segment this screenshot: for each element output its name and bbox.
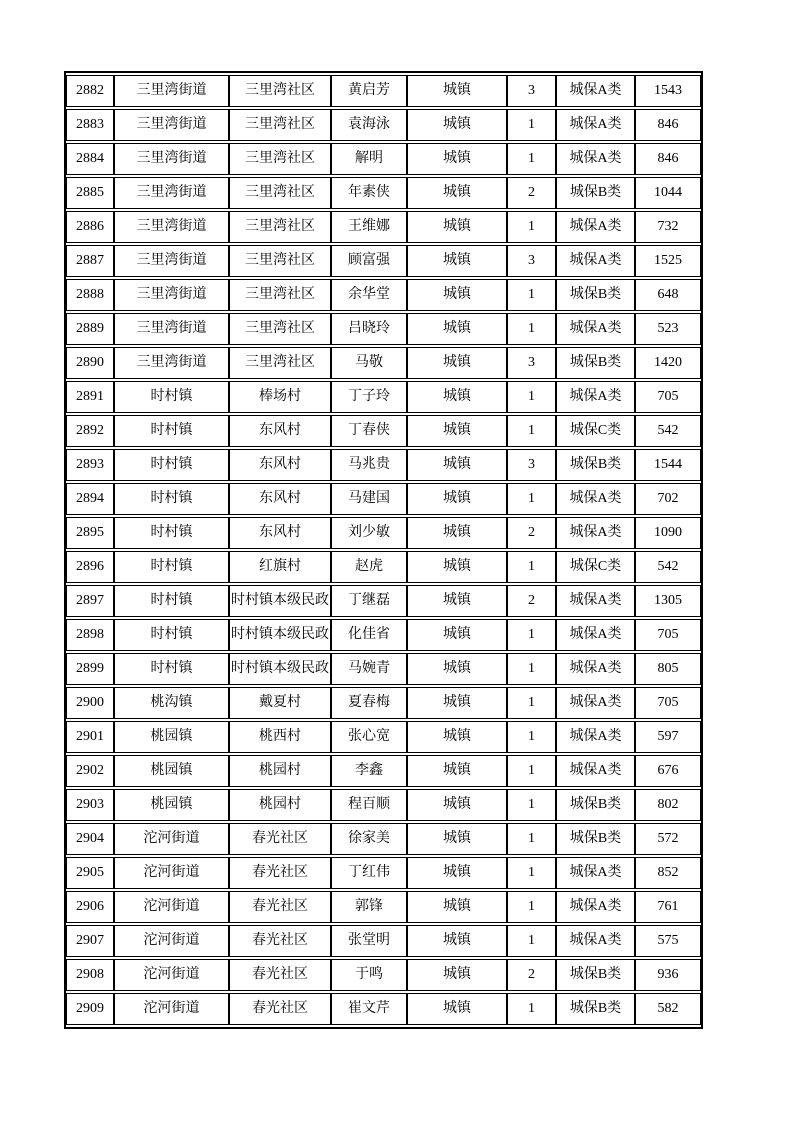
table-row	[66, 245, 701, 277]
cell-village: 桃园村	[229, 755, 331, 787]
cell-village: 春光社区	[229, 959, 331, 991]
cell-household-type: 城镇	[407, 483, 507, 515]
cell-amount: 705	[635, 687, 701, 719]
cell-person-name: 余华堂	[331, 279, 407, 311]
cell-amount: 1420	[635, 347, 701, 379]
cell-serial: 2900	[66, 687, 114, 719]
cell-village: 春光社区	[229, 993, 331, 1025]
cell-category: 城保A类	[556, 381, 635, 413]
cell-serial: 2896	[66, 551, 114, 583]
table-row	[66, 449, 701, 481]
cell-person-count: 1	[507, 721, 556, 753]
table-row	[66, 75, 701, 107]
cell-amount: 1543	[635, 75, 701, 107]
cell-person-name: 张堂明	[331, 925, 407, 957]
cell-serial: 2899	[66, 653, 114, 685]
cell-village: 三里湾社区	[229, 313, 331, 345]
cell-person-name: 丁春侠	[331, 415, 407, 447]
cell-street: 三里湾街道	[114, 245, 229, 277]
cell-street: 三里湾街道	[114, 279, 229, 311]
cell-street: 时村镇	[114, 517, 229, 549]
cell-category: 城保B类	[556, 449, 635, 481]
cell-person-name: 袁海泳	[331, 109, 407, 141]
cell-household-type: 城镇	[407, 653, 507, 685]
cell-amount: 523	[635, 313, 701, 345]
cell-person-name: 顾富强	[331, 245, 407, 277]
cell-amount: 676	[635, 755, 701, 787]
cell-serial: 2894	[66, 483, 114, 515]
cell-street: 时村镇	[114, 619, 229, 651]
cell-village: 三里湾社区	[229, 177, 331, 209]
cell-household-type: 城镇	[407, 755, 507, 787]
cell-category: 城保A类	[556, 143, 635, 175]
cell-street: 时村镇	[114, 381, 229, 413]
cell-serial: 2882	[66, 75, 114, 107]
cell-amount: 542	[635, 551, 701, 583]
table-row	[66, 755, 701, 787]
cell-person-name: 丁继磊	[331, 585, 407, 617]
cell-person-count: 1	[507, 483, 556, 515]
cell-street: 时村镇	[114, 483, 229, 515]
cell-person-count: 1	[507, 619, 556, 651]
table-row	[66, 109, 701, 141]
cell-person-count: 1	[507, 789, 556, 821]
cell-category: 城保A类	[556, 245, 635, 277]
cell-category: 城保A类	[556, 721, 635, 753]
table-row	[66, 279, 701, 311]
table-row	[66, 653, 701, 685]
cell-category: 城保B类	[556, 789, 635, 821]
cell-category: 城保C类	[556, 551, 635, 583]
cell-street: 三里湾街道	[114, 75, 229, 107]
cell-amount: 572	[635, 823, 701, 855]
cell-village: 红旗村	[229, 551, 331, 583]
cell-village: 三里湾社区	[229, 245, 331, 277]
cell-serial: 2906	[66, 891, 114, 923]
cell-category: 城保B类	[556, 959, 635, 991]
cell-household-type: 城镇	[407, 585, 507, 617]
cell-person-name: 夏春梅	[331, 687, 407, 719]
cell-person-count: 1	[507, 823, 556, 855]
cell-category: 城保A类	[556, 619, 635, 651]
cell-serial: 2889	[66, 313, 114, 345]
cell-household-type: 城镇	[407, 687, 507, 719]
cell-household-type: 城镇	[407, 449, 507, 481]
cell-street: 沱河街道	[114, 891, 229, 923]
cell-person-name: 王维娜	[331, 211, 407, 243]
cell-household-type: 城镇	[407, 551, 507, 583]
cell-village: 时村镇本级民政	[229, 585, 331, 617]
cell-amount: 702	[635, 483, 701, 515]
cell-amount: 936	[635, 959, 701, 991]
cell-category: 城保A类	[556, 585, 635, 617]
cell-person-count: 2	[507, 177, 556, 209]
cell-amount: 761	[635, 891, 701, 923]
cell-village: 东风村	[229, 517, 331, 549]
cell-category: 城保A类	[556, 755, 635, 787]
cell-person-name: 年素侠	[331, 177, 407, 209]
table-row	[66, 177, 701, 209]
cell-person-count: 1	[507, 891, 556, 923]
table-row	[66, 551, 701, 583]
cell-household-type: 城镇	[407, 109, 507, 141]
table-row	[66, 925, 701, 957]
cell-person-name: 郭锋	[331, 891, 407, 923]
table-row	[66, 789, 701, 821]
cell-household-type: 城镇	[407, 313, 507, 345]
cell-serial: 2904	[66, 823, 114, 855]
cell-household-type: 城镇	[407, 245, 507, 277]
cell-person-count: 3	[507, 347, 556, 379]
cell-person-name: 吕晓玲	[331, 313, 407, 345]
cell-amount: 1544	[635, 449, 701, 481]
cell-village: 三里湾社区	[229, 211, 331, 243]
cell-village: 三里湾社区	[229, 109, 331, 141]
cell-household-type: 城镇	[407, 347, 507, 379]
cell-household-type: 城镇	[407, 721, 507, 753]
cell-street: 时村镇	[114, 585, 229, 617]
cell-serial: 2898	[66, 619, 114, 651]
cell-category: 城保A类	[556, 687, 635, 719]
cell-street: 三里湾街道	[114, 109, 229, 141]
cell-person-count: 1	[507, 279, 556, 311]
cell-person-name: 黄启芳	[331, 75, 407, 107]
cell-amount: 705	[635, 619, 701, 651]
cell-street: 沱河街道	[114, 925, 229, 957]
cell-street: 三里湾街道	[114, 143, 229, 175]
cell-amount: 648	[635, 279, 701, 311]
table-row	[66, 517, 701, 549]
cell-street: 桃园镇	[114, 721, 229, 753]
cell-category: 城保A类	[556, 211, 635, 243]
cell-category: 城保A类	[556, 483, 635, 515]
cell-amount: 542	[635, 415, 701, 447]
cell-category: 城保A类	[556, 925, 635, 957]
cell-household-type: 城镇	[407, 381, 507, 413]
table-row	[66, 347, 701, 379]
cell-person-name: 丁子玲	[331, 381, 407, 413]
cell-household-type: 城镇	[407, 279, 507, 311]
cell-household-type: 城镇	[407, 959, 507, 991]
cell-person-count: 1	[507, 993, 556, 1025]
cell-person-count: 1	[507, 415, 556, 447]
cell-person-count: 1	[507, 755, 556, 787]
cell-person-count: 1	[507, 143, 556, 175]
table-row	[66, 585, 701, 617]
table-row	[66, 721, 701, 753]
cell-serial: 2907	[66, 925, 114, 957]
cell-amount: 1305	[635, 585, 701, 617]
cell-person-name: 解明	[331, 143, 407, 175]
cell-person-name: 李鑫	[331, 755, 407, 787]
cell-street: 桃园镇	[114, 755, 229, 787]
cell-village: 桃园村	[229, 789, 331, 821]
cell-amount: 582	[635, 993, 701, 1025]
cell-person-count: 2	[507, 585, 556, 617]
cell-category: 城保A类	[556, 857, 635, 889]
cell-street: 桃沟镇	[114, 687, 229, 719]
cell-serial: 2884	[66, 143, 114, 175]
cell-household-type: 城镇	[407, 517, 507, 549]
cell-serial: 2887	[66, 245, 114, 277]
cell-serial: 2883	[66, 109, 114, 141]
cell-category: 城保B类	[556, 993, 635, 1025]
cell-street: 沱河街道	[114, 857, 229, 889]
cell-person-count: 2	[507, 517, 556, 549]
cell-person-count: 2	[507, 959, 556, 991]
cell-person-name: 丁红伟	[331, 857, 407, 889]
table-row	[66, 993, 701, 1025]
cell-village: 戴夏村	[229, 687, 331, 719]
cell-household-type: 城镇	[407, 619, 507, 651]
table-row	[66, 959, 701, 991]
cell-serial: 2908	[66, 959, 114, 991]
table-row	[66, 687, 701, 719]
cell-household-type: 城镇	[407, 415, 507, 447]
cell-person-count: 1	[507, 551, 556, 583]
cell-street: 三里湾街道	[114, 347, 229, 379]
table-row	[66, 415, 701, 447]
cell-category: 城保A类	[556, 75, 635, 107]
cell-person-count: 1	[507, 211, 556, 243]
cell-serial: 2885	[66, 177, 114, 209]
cell-village: 春光社区	[229, 823, 331, 855]
cell-village: 东风村	[229, 449, 331, 481]
cell-amount: 852	[635, 857, 701, 889]
cell-amount: 805	[635, 653, 701, 685]
cell-category: 城保B类	[556, 279, 635, 311]
cell-street: 时村镇	[114, 551, 229, 583]
table-row	[66, 891, 701, 923]
cell-village: 时村镇本级民政	[229, 653, 331, 685]
cell-household-type: 城镇	[407, 789, 507, 821]
cell-person-count: 1	[507, 109, 556, 141]
cell-amount: 732	[635, 211, 701, 243]
cell-category: 城保C类	[556, 415, 635, 447]
table-row	[66, 823, 701, 855]
records-table	[64, 71, 703, 1029]
cell-village: 棒场村	[229, 381, 331, 413]
cell-person-count: 3	[507, 75, 556, 107]
cell-serial: 2886	[66, 211, 114, 243]
cell-village: 春光社区	[229, 891, 331, 923]
cell-household-type: 城镇	[407, 823, 507, 855]
cell-village: 三里湾社区	[229, 279, 331, 311]
table-row	[66, 143, 701, 175]
cell-village: 春光社区	[229, 857, 331, 889]
cell-category: 城保A类	[556, 517, 635, 549]
cell-village: 东风村	[229, 415, 331, 447]
cell-person-count: 1	[507, 857, 556, 889]
cell-person-name: 马兆贵	[331, 449, 407, 481]
cell-person-name: 马建国	[331, 483, 407, 515]
cell-person-name: 马敬	[331, 347, 407, 379]
cell-street: 沱河街道	[114, 959, 229, 991]
cell-serial: 2905	[66, 857, 114, 889]
cell-household-type: 城镇	[407, 177, 507, 209]
cell-serial: 2895	[66, 517, 114, 549]
cell-village: 时村镇本级民政	[229, 619, 331, 651]
cell-person-name: 马婉青	[331, 653, 407, 685]
cell-person-count: 3	[507, 245, 556, 277]
cell-serial: 2890	[66, 347, 114, 379]
cell-village: 三里湾社区	[229, 75, 331, 107]
cell-person-name: 程百顺	[331, 789, 407, 821]
cell-serial: 2892	[66, 415, 114, 447]
cell-household-type: 城镇	[407, 857, 507, 889]
cell-household-type: 城镇	[407, 993, 507, 1025]
cell-category: 城保A类	[556, 313, 635, 345]
cell-amount: 1044	[635, 177, 701, 209]
cell-household-type: 城镇	[407, 143, 507, 175]
cell-person-name: 崔文芹	[331, 993, 407, 1025]
cell-person-name: 赵虎	[331, 551, 407, 583]
cell-amount: 575	[635, 925, 701, 957]
cell-household-type: 城镇	[407, 925, 507, 957]
cell-village: 桃西村	[229, 721, 331, 753]
cell-person-name: 于鸣	[331, 959, 407, 991]
cell-street: 时村镇	[114, 415, 229, 447]
cell-person-count: 3	[507, 449, 556, 481]
cell-village: 东风村	[229, 483, 331, 515]
cell-category: 城保B类	[556, 823, 635, 855]
cell-category: 城保B类	[556, 347, 635, 379]
cell-amount: 846	[635, 143, 701, 175]
cell-street: 桃园镇	[114, 789, 229, 821]
cell-amount: 705	[635, 381, 701, 413]
cell-street: 时村镇	[114, 449, 229, 481]
cell-person-count: 1	[507, 925, 556, 957]
table-row	[66, 619, 701, 651]
cell-village: 春光社区	[229, 925, 331, 957]
cell-street: 三里湾街道	[114, 211, 229, 243]
cell-serial: 2888	[66, 279, 114, 311]
cell-person-count: 1	[507, 687, 556, 719]
table-row	[66, 857, 701, 889]
records-tbody	[66, 75, 701, 1025]
cell-serial: 2897	[66, 585, 114, 617]
cell-amount: 597	[635, 721, 701, 753]
cell-street: 沱河街道	[114, 993, 229, 1025]
cell-category: 城保A类	[556, 653, 635, 685]
cell-street: 三里湾街道	[114, 313, 229, 345]
cell-person-count: 1	[507, 313, 556, 345]
cell-category: 城保B类	[556, 177, 635, 209]
cell-household-type: 城镇	[407, 891, 507, 923]
cell-amount: 1525	[635, 245, 701, 277]
cell-serial: 2893	[66, 449, 114, 481]
cell-street: 时村镇	[114, 653, 229, 685]
cell-category: 城保A类	[556, 109, 635, 141]
cell-serial: 2891	[66, 381, 114, 413]
table-row	[66, 483, 701, 515]
cell-street: 三里湾街道	[114, 177, 229, 209]
cell-serial: 2903	[66, 789, 114, 821]
cell-household-type: 城镇	[407, 211, 507, 243]
cell-person-name: 徐家美	[331, 823, 407, 855]
cell-person-name: 化佳省	[331, 619, 407, 651]
table-row	[66, 313, 701, 345]
cell-category: 城保A类	[556, 891, 635, 923]
cell-village: 三里湾社区	[229, 143, 331, 175]
table-row	[66, 211, 701, 243]
cell-person-count: 1	[507, 653, 556, 685]
cell-person-name: 刘少敏	[331, 517, 407, 549]
cell-village: 三里湾社区	[229, 347, 331, 379]
cell-person-name: 张心宽	[331, 721, 407, 753]
cell-serial: 2902	[66, 755, 114, 787]
cell-serial: 2901	[66, 721, 114, 753]
table-row	[66, 381, 701, 413]
cell-amount: 1090	[635, 517, 701, 549]
cell-street: 沱河街道	[114, 823, 229, 855]
cell-serial: 2909	[66, 993, 114, 1025]
cell-person-count: 1	[507, 381, 556, 413]
cell-amount: 846	[635, 109, 701, 141]
cell-amount: 802	[635, 789, 701, 821]
cell-household-type: 城镇	[407, 75, 507, 107]
